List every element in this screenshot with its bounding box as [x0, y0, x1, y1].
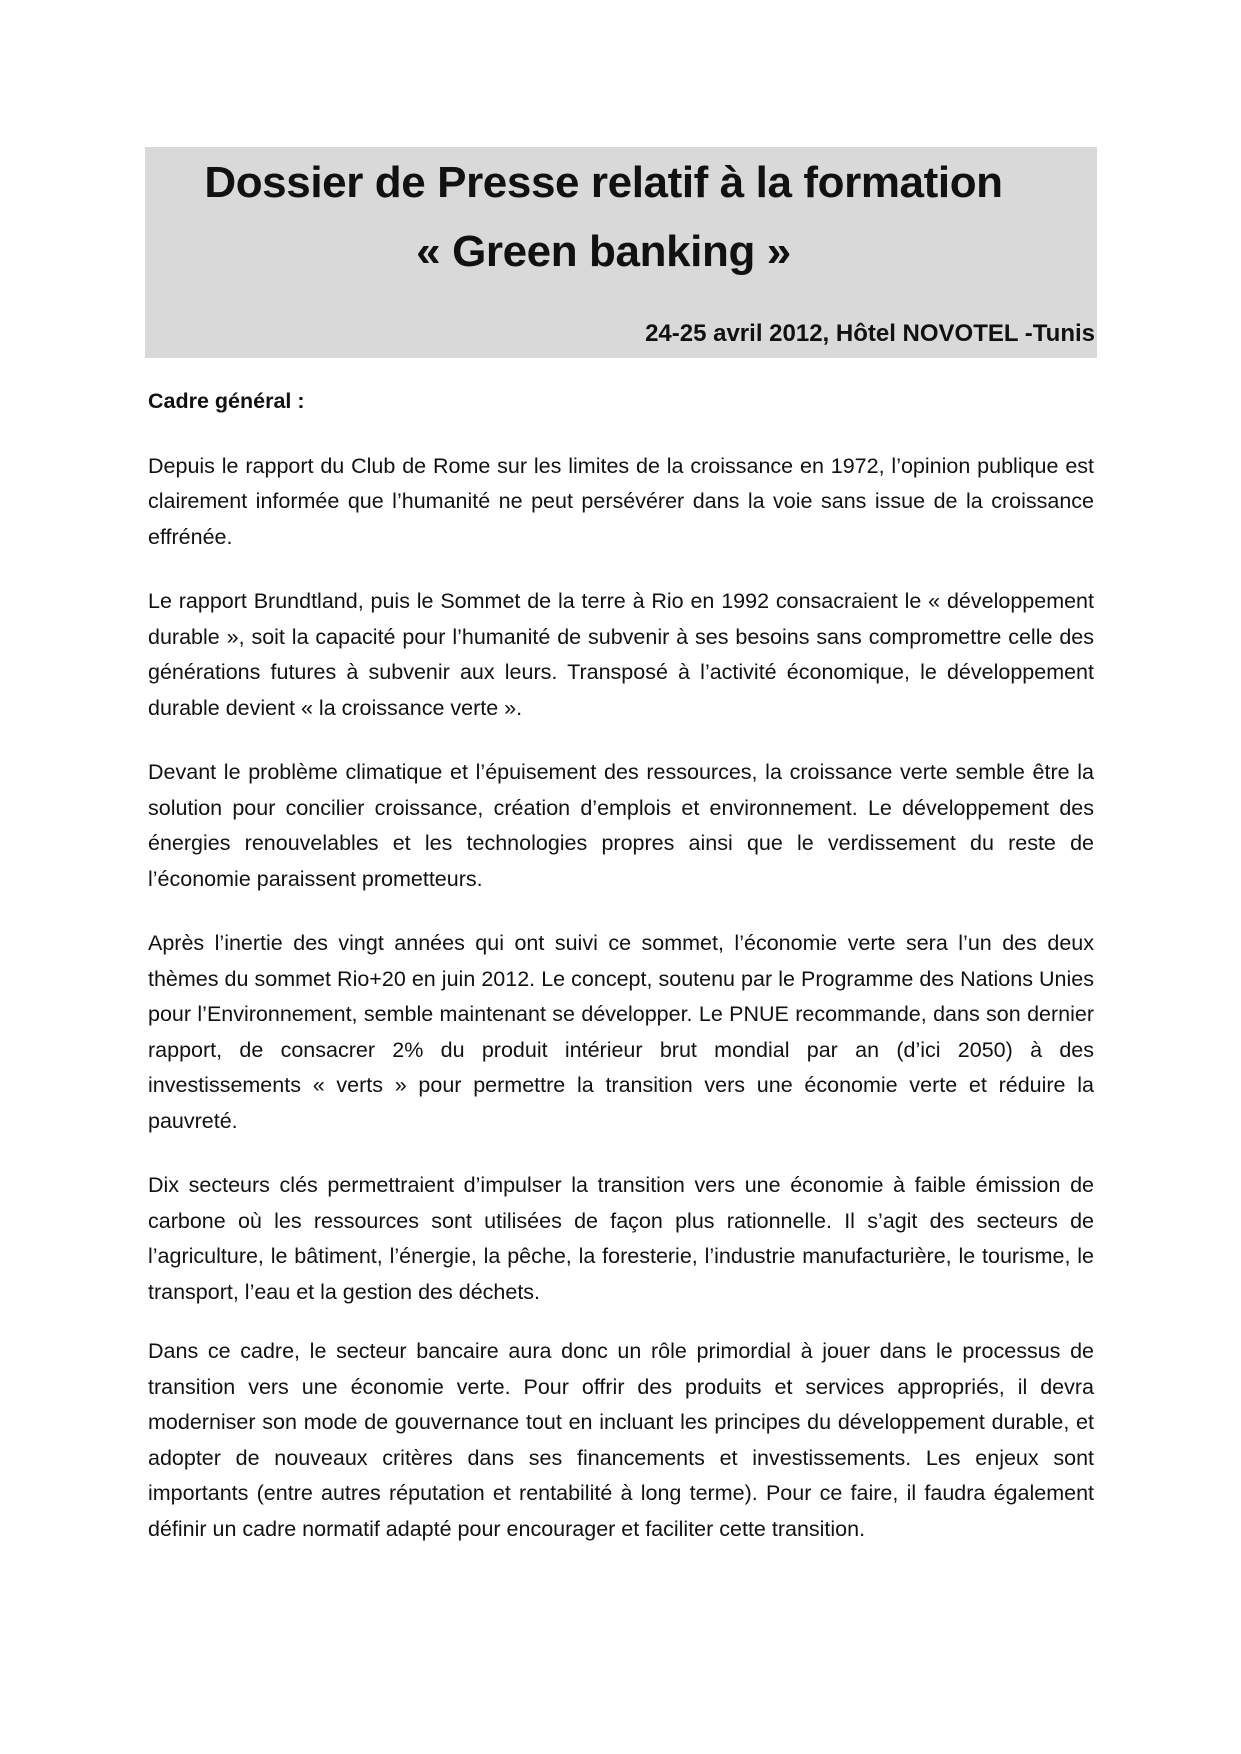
paragraph-rio-plus-20: Après l’inertie des vingt années qui ont suivi ce sommet, l’économie verte sera l’un des deux thèmes du sommet Rio+20 en juin 2012. Le concept, soutenu par le Programme des Nations Unies pour l’Environnement, semble maintenant se développer. Le PNUE recommande, dans son dernier rapport, de consacrer 2% du produit intérieur brut mondial par an (d’ici 2050) à des investissements « verts » pour permettre la transition vers une économie verte et réduire la pauvreté.: [148, 931, 1094, 1133]
paragraph-croissance-verte: Devant le problème climatique et l’épuisement des ressources, la croissance verte semble être la solution pour concilier croissance, création d’emplois et environnement. Le développement des énergies renouvelables et les technologies propres ainsi que le verdissement du reste de l’économie paraissent prometteurs.: [148, 760, 1094, 891]
title-banner: [145, 147, 1097, 358]
paragraph-secteurs-cles: Dix secteurs clés permettraient d’impulser la transition vers une économie à faible émission de carbone où les ressources sont utilisées de façon plus rationnelle. Il s’agit des secteurs de l’agriculture, le bâtiment, l’énergie, la pêche, la foresterie, l’industrie manufacturière, le tourisme, le transport, l’eau et la gestion des déchets.: [148, 1173, 1094, 1304]
paragraph-brundtland: Le rapport Brundtland, puis le Sommet de la terre à Rio en 1992 consacraient le « développement durable », soit la capacité pour l’humanité de subvenir à ses besoins sans compromettre celle des générations futures à subvenir aux leurs. Transposé à l’activité économique, le développement durable devient « la croissance verte ».: [148, 589, 1094, 720]
section-heading: Cadre général :: [148, 389, 305, 413]
event-date-place: 24-25 avril 2012, Hôtel NOVOTEL -Tunis: [645, 320, 1095, 347]
document-title-line-2: « Green banking »: [416, 227, 791, 276]
document-body: [148, 384, 1094, 1576]
paragraph-club-de-rome: Depuis le rapport du Club de Rome sur les limites de la croissance en 1972, l’opinion publique est clairement informée que l’humanité ne peut persévérer dans la voie sans issue de la croissance effrénée.: [148, 453, 1094, 549]
document-title-line-1: Dossier de Presse relatif à la formation: [204, 158, 1003, 207]
paragraph-secteur-bancaire: Dans ce cadre, le secteur bancaire aura donc un rôle primordial à jouer dans le processus de transition vers une économie verte. Pour offrir des produits et services appropriés, il devra moderniser son mode de gouvernance tout en incluant les principes du développement durable, et adopter de nouveaux critères dans ses financements et investissements. Les enjeux sont importants (entre autres réputation et rentabilité à long terme). Pour ce faire, il faudra également définir un cadre normatif adapté pour encourager et faciliter cette transition.: [148, 1339, 1094, 1541]
